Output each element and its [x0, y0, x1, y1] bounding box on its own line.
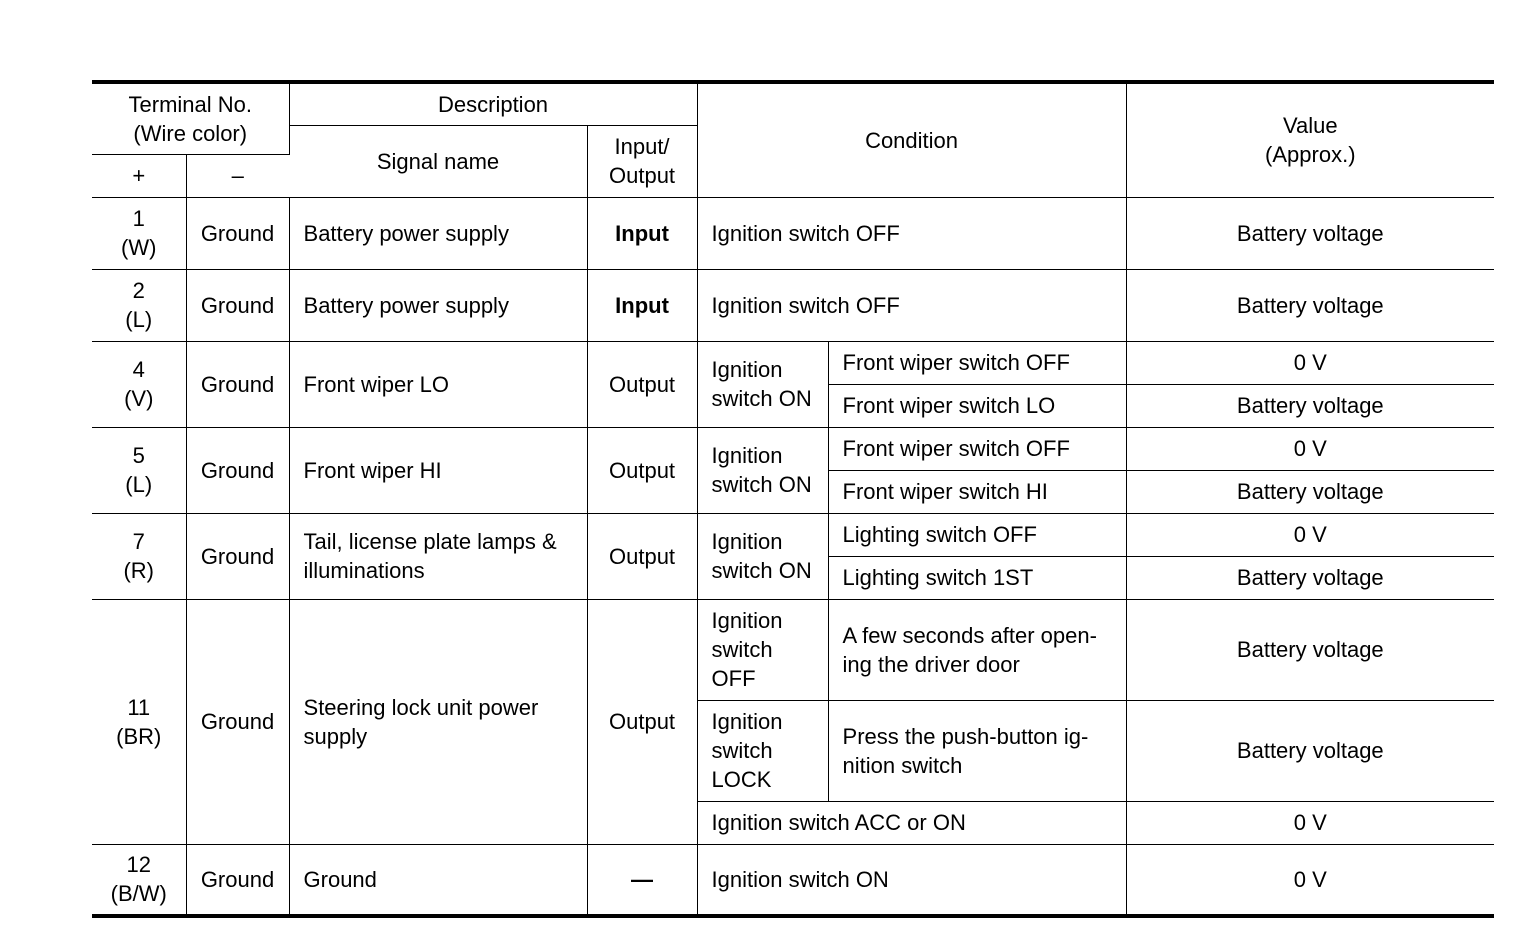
value-cell: Battery voltage	[1126, 384, 1494, 427]
header-minus: –	[186, 154, 289, 197]
header-description: Description	[289, 82, 697, 125]
terminal-cell: 12 (B/W)	[92, 844, 186, 916]
condition-main-cell: Ignition switch ON	[697, 427, 828, 513]
ground-cell: Ground	[186, 513, 289, 599]
io-cell: Output	[587, 341, 697, 427]
header-signal-name: Signal name	[289, 125, 587, 197]
header-condition: Condition	[697, 82, 1126, 197]
table-row	[92, 269, 1494, 341]
terminal-table	[92, 80, 1494, 918]
condition-sub-cell: Front wiper switch OFF	[828, 341, 1126, 384]
ground-cell: Ground	[186, 341, 289, 427]
value-cell: Battery voltage	[1126, 599, 1494, 700]
terminal-cell: 5 (L)	[92, 427, 186, 513]
ground-cell: Ground	[186, 844, 289, 916]
signal-cell: Front wiper LO	[289, 341, 587, 427]
value-cell: Battery voltage	[1126, 700, 1494, 801]
signal-cell: Tail, license plate lamps & illuminations	[289, 513, 587, 599]
terminal-cell: 7 (R)	[92, 513, 186, 599]
condition-cell: Ignition switch ON	[697, 844, 1126, 916]
io-cell: Output	[587, 427, 697, 513]
table-row	[92, 341, 1494, 384]
signal-cell: Front wiper HI	[289, 427, 587, 513]
io-cell: Output	[587, 599, 697, 844]
signal-cell: Battery power supply	[289, 269, 587, 341]
condition-main-cell: Ignition switch ON	[697, 341, 828, 427]
header-terminal-no: Terminal No. (Wire color)	[92, 82, 289, 154]
header-input-output: Input/ Output	[587, 125, 697, 197]
value-cell: Battery voltage	[1126, 269, 1494, 341]
signal-cell: Ground	[289, 844, 587, 916]
value-cell: 0 V	[1126, 513, 1494, 556]
condition-cell: Ignition switch OFF	[697, 197, 1126, 269]
condition-sub-cell: Press the push-button ig- nition switch	[828, 700, 1126, 801]
terminal-cell: 2 (L)	[92, 269, 186, 341]
ground-cell: Ground	[186, 427, 289, 513]
io-cell: Input	[587, 197, 697, 269]
condition-main-cell: Ignition switch OFF	[697, 599, 828, 700]
terminal-cell: 4 (V)	[92, 341, 186, 427]
header-value: Value (Approx.)	[1126, 82, 1494, 197]
header-plus: +	[92, 154, 186, 197]
value-cell: 0 V	[1126, 844, 1494, 916]
value-cell: 0 V	[1126, 427, 1494, 470]
condition-main-cell: Ignition switch ON	[697, 513, 828, 599]
terminal-cell: 11 (BR)	[92, 599, 186, 844]
ground-cell: Ground	[186, 269, 289, 341]
ground-cell: Ground	[186, 599, 289, 844]
signal-cell: Steering lock unit power supply	[289, 599, 587, 844]
io-cell: Output	[587, 513, 697, 599]
value-cell: Battery voltage	[1126, 470, 1494, 513]
condition-sub-cell: Front wiper switch LO	[828, 384, 1126, 427]
table-row	[92, 427, 1494, 470]
condition-cell: Ignition switch ACC or ON	[697, 801, 1126, 844]
table-row	[92, 599, 1494, 700]
condition-sub-cell: Front wiper switch OFF	[828, 427, 1126, 470]
condition-sub-cell: Lighting switch 1ST	[828, 556, 1126, 599]
io-cell: —	[587, 844, 697, 916]
condition-main-cell: Ignition switch LOCK	[697, 700, 828, 801]
value-cell: Battery voltage	[1126, 197, 1494, 269]
table-row	[92, 844, 1494, 916]
terminal-cell: 1 (W)	[92, 197, 186, 269]
condition-cell: Ignition switch OFF	[697, 269, 1126, 341]
condition-sub-cell: Front wiper switch HI	[828, 470, 1126, 513]
io-cell: Input	[587, 269, 697, 341]
signal-cell: Battery power supply	[289, 197, 587, 269]
value-cell: Battery voltage	[1126, 556, 1494, 599]
table-row	[92, 197, 1494, 269]
value-cell: 0 V	[1126, 801, 1494, 844]
table-row	[92, 513, 1494, 556]
ground-cell: Ground	[186, 197, 289, 269]
condition-sub-cell: Lighting switch OFF	[828, 513, 1126, 556]
condition-sub-cell: A few seconds after open- ing the driver door	[828, 599, 1126, 700]
value-cell: 0 V	[1126, 341, 1494, 384]
